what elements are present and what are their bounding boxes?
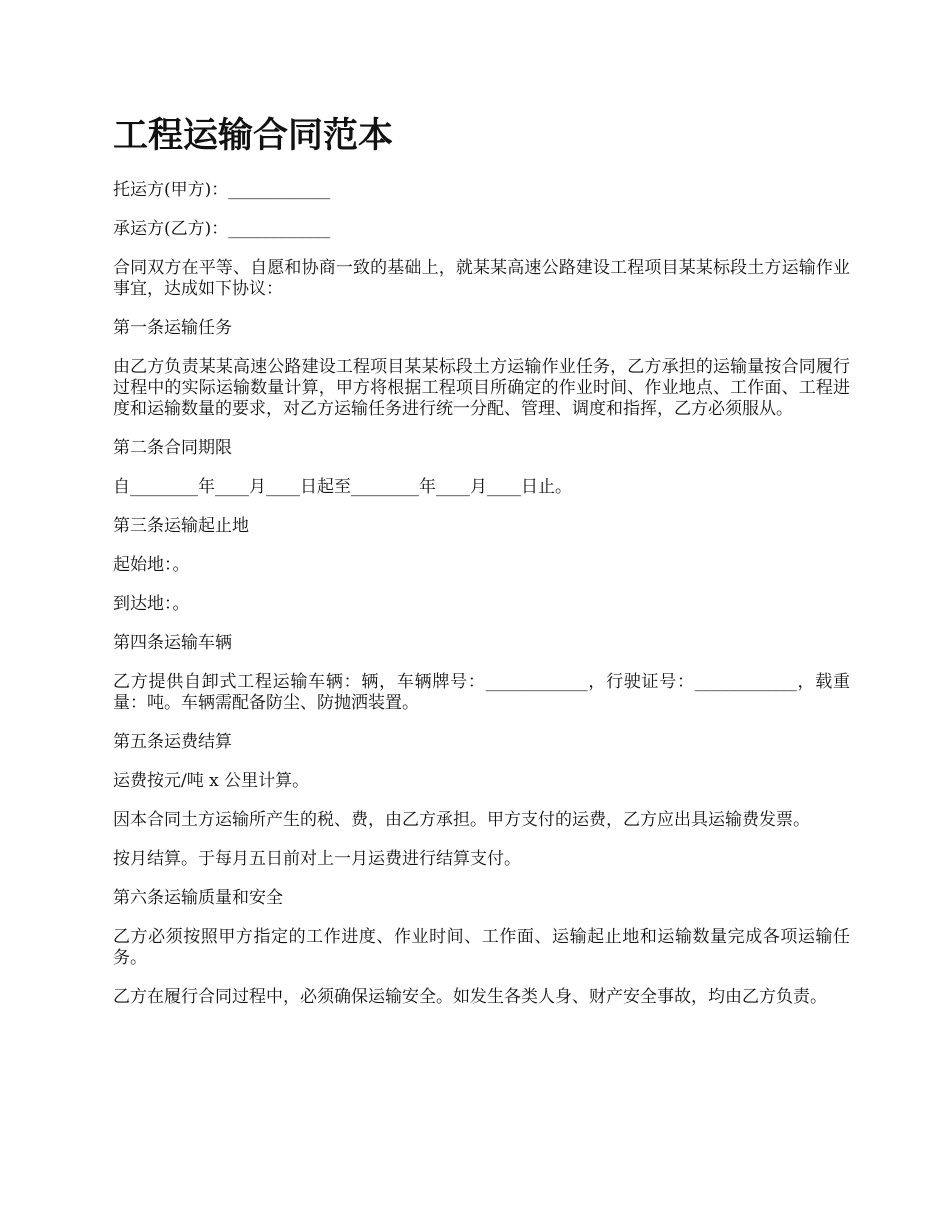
preamble-paragraph: 合同双方在平等、自愿和协商一致的基础上，就某某高速公路建设工程项目某某标段土方运输作业事宜，达成如下协议： bbox=[113, 258, 850, 299]
article-6-heading: 第六条运输质量和安全 bbox=[113, 888, 283, 908]
document-title: 工程运输合同范本 bbox=[113, 116, 394, 156]
article-5-settlement: 按月结算。于每月五日前对上一月运费进行结算支付。 bbox=[113, 849, 521, 869]
article-5-rate: 运费按元/吨 x 公里计算。 bbox=[113, 771, 310, 791]
article-3-heading: 第三条运输起止地 bbox=[113, 516, 249, 536]
article-5-tax: 因本合同土方运输所产生的税、费，由乙方承担。甲方支付的运费，乙方应出具运输费发票。 bbox=[113, 810, 810, 830]
article-1-heading: 第一条运输任务 bbox=[113, 318, 232, 338]
article-5-heading: 第五条运费结算 bbox=[113, 732, 232, 752]
article-6-safety: 乙方在履行合同过程中，必须确保运输安全。如发生各类人身、财产安全事故，均由乙方负责。 bbox=[113, 987, 827, 1007]
destination-line: 到达地：。 bbox=[113, 594, 190, 614]
article-4-heading: 第四条运输车辆 bbox=[113, 633, 232, 653]
document-page bbox=[113, 112, 850, 1026]
party-a-line: 托运方(甲方)：____________ bbox=[113, 180, 331, 200]
party-b-line: 承运方(乙方)：____________ bbox=[113, 219, 331, 239]
article-1-body: 由乙方负责某某高速公路建设工程项目某某标段土方运输作业任务，乙方承担的运输量按合同履行过程中的实际运输数量计算，甲方将根据工程项目所确定的作业时间、作业地点、工作面、工程进度和运输数量的要求，对乙方运输任务进行统一分配、管理、调度和指挥，乙方必须服从。 bbox=[113, 357, 850, 419]
article-2-heading: 第二条合同期限 bbox=[113, 438, 232, 458]
article-4-body: 乙方提供自卸式工程运输车辆：辆，车辆牌号：____________，行驶证号：____________，载重量：吨。车辆需配备防尘、防抛洒装置。 bbox=[113, 672, 850, 713]
article-2-body: 自________年____月____日起至________年____月____日止。 bbox=[113, 477, 572, 497]
article-6-quality: 乙方必须按照甲方指定的工作进度、作业时间、工作面、运输起止地和运输数量完成各项运输任务。 bbox=[113, 927, 850, 968]
origin-line: 起始地：。 bbox=[113, 555, 190, 575]
